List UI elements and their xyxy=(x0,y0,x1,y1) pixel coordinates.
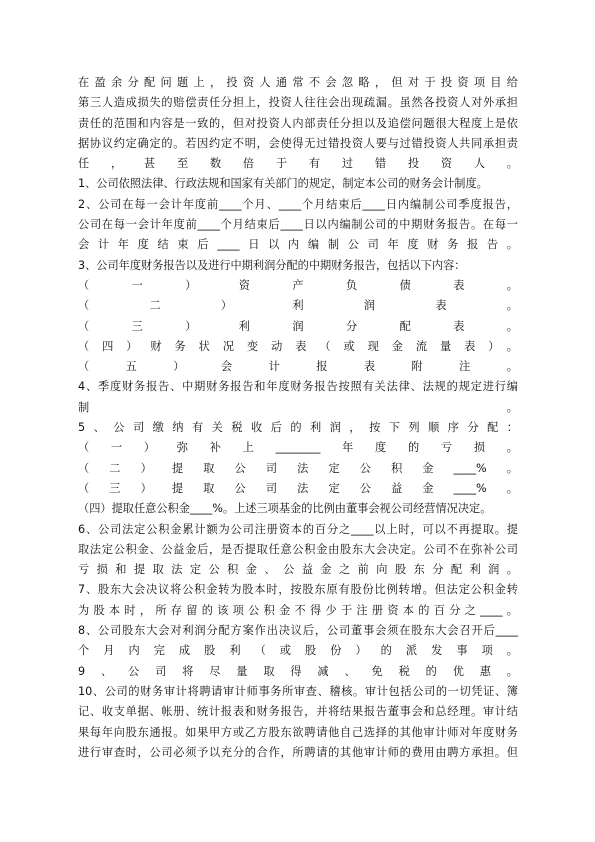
text-line: 5、公司缴纳有关税收后的利润，按下列顺序分配： xyxy=(78,421,518,435)
text-line: 1、公司依照法律、行政法规和国家有关部门的规定，制定本公司的财务会计制度。 xyxy=(78,177,488,191)
text-line: 6、公司法定公积金累计额为公司注册资本的百分之____以上时，可以不再提取。提 xyxy=(78,522,518,536)
text-line: 记、收支单据、帐册、统计报表和财务报告，并将结果报告董事会和总经理。审计结 xyxy=(78,705,518,719)
text-line: （四）财务状况变动表（或现金流量表）。 xyxy=(78,339,518,353)
text-line: 据协议约定确定的。若因约定不明，会使得无过错投资人要与过错投资人共同承担责 xyxy=(78,136,518,150)
text-line: （四）提取任意公积金____%。上述三项基金的比例由董事会视公司经营情况决定。 xyxy=(78,502,492,516)
text-line: 责任的范围和内容是一致的，但对投资人内部责任分担以及追偿问题很大程度上是依 xyxy=(78,116,518,130)
text-line: 果每年向股东通报。如果甲方或乙方股东欲聘请他自己选择的其他审计师对年度财务 xyxy=(78,725,518,739)
text-line: 10、公司的财务审计将聘请审计师事务所审查、稽核。审计包括公司的一切凭证、簿 xyxy=(78,684,518,698)
text-line: 为股本时，所存留的该项公积金不得少于注册资本的百分之____。 xyxy=(78,603,518,617)
text-line: （三）利润分配表。 xyxy=(78,319,518,333)
text-line: 9、公司将尽量取得减、免税的优惠。 xyxy=(78,664,518,678)
text-line: （三）提取公司法定公益金____%。 xyxy=(78,481,518,495)
text-line: 制。 xyxy=(78,400,518,414)
text-line: 取法定公积金、公益金后，是否提取任意公积金由股东大会决定。公司不在弥补公司 xyxy=(78,542,518,556)
text-line: 在盈余分配问题上，投资人通常不会忽略，但对于投资项目给 xyxy=(78,76,518,89)
text-line: 会计年度结束后____日以内编制公司年度财务报告。 xyxy=(78,238,518,252)
text-line: 8、公司股东大会对利润分配方案作出决议后，公司董事会须在股东大会召开后____ xyxy=(78,624,518,638)
text-line: 任，甚至数倍于有过错投资人。 xyxy=(78,157,518,171)
text-line: 公司在每一会计年度前____个月结束后____日以内编制公司的中期财务报告。在每一 xyxy=(78,218,518,232)
text-line: 第三人造成损失的赔偿责任分担上，投资人往往会出现疏漏。虽然各投资人对外承担 xyxy=(78,96,518,110)
body-text xyxy=(78,73,518,763)
text-line: 4、季度财务报告、中期财务报告和年度财务报告按照有关法律、法规的规定进行编 xyxy=(78,380,518,394)
text-line: （五）会计报表附注。 xyxy=(78,360,518,374)
text-line: 3、公司年度财务报告以及进行中期利润分配的中期财务报告，包括以下内容： xyxy=(78,258,466,272)
text-line: 2、公司在每一会计年度前____个月、____个月结束后____日内编制公司季度报告， xyxy=(78,197,518,211)
text-line: 亏损和提取法定公积金、公益金之前向股东分配利润。 xyxy=(78,563,518,577)
text-line: 7、股东大会决议将公积金转为股本时，按股东原有股份比例转增。但法定公积金转 xyxy=(78,583,518,597)
text-line: （一）资产负债表。 xyxy=(78,278,518,292)
text-line: 个月内完成股利（或股份）的派发事项。 xyxy=(78,644,518,658)
text-line: （一）弥补上________年度的亏损。 xyxy=(78,441,518,455)
text-line: （二）提取公司法定公积金____%。 xyxy=(78,461,518,475)
text-line: （二）利润表。 xyxy=(78,299,518,313)
text-line: 进行审查时，公司必须予以充分的合作，所聘请的其他审计师的费用由聘方承担。但 xyxy=(78,745,518,759)
